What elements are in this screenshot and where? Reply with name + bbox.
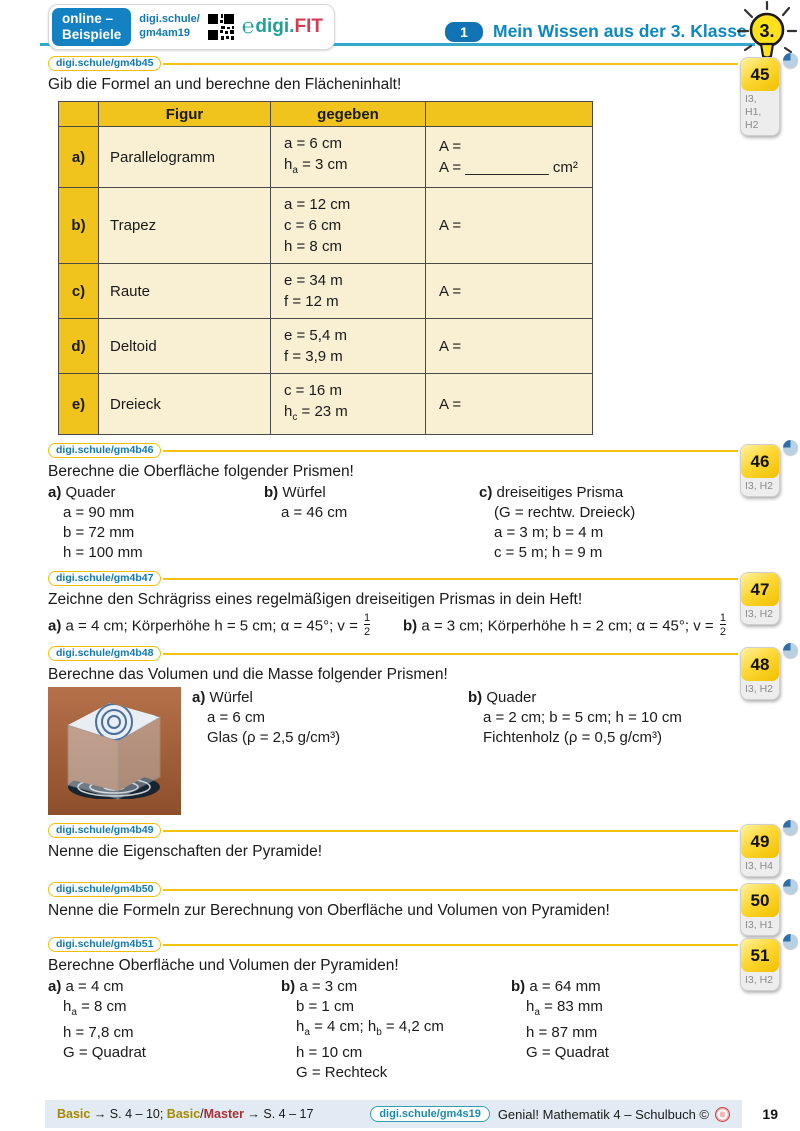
- exercise-part: [48, 483, 264, 563]
- imprint-text: Genial! Mathematik 4 – Schulbuch ©: [497, 1106, 709, 1122]
- part-line: b = 72 mm: [63, 524, 135, 541]
- digi-tag-link[interactable]: digi.schule/gm4b47: [48, 571, 161, 586]
- row-letter: a): [59, 127, 99, 188]
- level-label-basic: Basic: [166, 1107, 201, 1121]
- exercise-number: 48: [741, 648, 779, 681]
- exercise-part: [281, 977, 511, 1083]
- figure-name: Raute: [99, 264, 271, 319]
- competence-codes: I3, H2: [745, 480, 774, 492]
- fraction: $\frac{1}{2}$: [719, 612, 726, 639]
- page-footer: [0, 1097, 800, 1131]
- digi-tag-link[interactable]: digi.schule/gm4b51: [48, 937, 161, 952]
- pie-chart-icon: [783, 879, 798, 894]
- part-line: a = 90 mm: [63, 504, 135, 521]
- exercise-badge: [740, 57, 780, 136]
- figure-name: Trapez: [99, 188, 271, 264]
- part-head: a = 4 cm: [65, 978, 124, 996]
- answer-cell: A = A = __________ cm²: [426, 127, 593, 188]
- part-label: c): [479, 484, 493, 501]
- exercise-number: 46: [741, 445, 779, 478]
- exercise-number: 47: [741, 573, 779, 606]
- exercise-49: [48, 823, 774, 873]
- exercise-badge: [740, 883, 780, 936]
- part-head: Würfel: [209, 689, 253, 707]
- ex47-parts: [48, 612, 754, 641]
- pie-chart-icon: [783, 53, 798, 68]
- exercise-48: [48, 646, 774, 815]
- exercise-title: Berechne Oberfläche und Volumen der Pyramiden!: [48, 957, 399, 975]
- exercise-part: b) a = 3 cm; Körperhöhe h = 2 cm; α = 45°; $v = \frac{1}{2}$: [403, 612, 726, 639]
- exercise-number: 45: [741, 58, 779, 91]
- part-label: a): [48, 978, 62, 996]
- table-header-row: [59, 102, 593, 127]
- exercise-title: Berechne die Oberfläche folgender Prismen!: [48, 463, 354, 480]
- tag-rule: [163, 63, 738, 65]
- part-head: Quader: [486, 689, 537, 707]
- col-answer-header: [426, 102, 593, 127]
- digi-tag-link[interactable]: digi.schule/gm4b50: [48, 882, 161, 897]
- footer-text: → S. 4 – 10;: [90, 1107, 167, 1121]
- figures-table: [58, 101, 593, 435]
- digi-tag-link[interactable]: digi.schule/gm4b45: [48, 56, 161, 71]
- footer-text: → S. 4 – 17: [243, 1107, 314, 1121]
- online-label: online – Beispiele: [52, 8, 131, 46]
- digi-tag-link[interactable]: digi.schule/gm4b46: [48, 443, 161, 458]
- pie-chart-icon: [783, 440, 798, 455]
- part-line: G = Quadrat: [526, 1044, 609, 1062]
- part-label: b): [511, 978, 526, 996]
- competence-codes: I3, H2: [745, 608, 774, 620]
- pie-chart-icon: [783, 820, 798, 835]
- exercise-part: [479, 483, 635, 563]
- table-row: [59, 264, 593, 319]
- chapter-header: [445, 21, 747, 42]
- part-line: Fichtenholz (ρ = 0,5 g/cm³): [483, 729, 663, 747]
- exercise-part: a) a = 4 cm; Körperhöhe h = 5 cm; α = 45°; $v = \frac{1}{2}$: [48, 612, 371, 639]
- table-row: [59, 319, 593, 374]
- exercise-title: Nenne die Formeln zur Berechnung von Oberfläche und Volumen von Pyramiden!: [48, 902, 610, 920]
- competence-codes: I3, H2: [745, 974, 774, 987]
- part-line: a = 6 cm: [207, 709, 265, 727]
- exercise-badge: [740, 572, 780, 625]
- part-line: b = 1 cm: [296, 998, 354, 1016]
- exercise-number: 51: [741, 939, 779, 972]
- given-values: a = 12 cm c = 6 cm h = 8 cm: [271, 188, 426, 264]
- tag-rule: [163, 450, 738, 452]
- publisher-logo-icon: [715, 1107, 730, 1122]
- row-letter: b): [59, 188, 99, 264]
- chapter-title: Mein Wissen aus der 3. Klasse: [493, 21, 747, 41]
- part-head: Würfel: [282, 484, 326, 501]
- level-label-master: Master: [203, 1107, 244, 1121]
- figure-name: Deltoid: [99, 319, 271, 374]
- exercise-columns: [48, 483, 754, 563]
- col-gegeben-header: gegeben: [271, 102, 426, 127]
- chapter-number-badge: 1: [445, 22, 483, 42]
- part-line: $h_a = 83$ mm: [526, 998, 603, 1019]
- part-label: a): [192, 689, 206, 707]
- part-line: c = 5 m; h = 9 m: [494, 544, 603, 561]
- given-values: e = 5,4 m f = 3,9 m: [271, 319, 426, 374]
- exercise-badge: [740, 647, 780, 700]
- exercise-badge: [740, 824, 780, 877]
- footer-text: /: [200, 1107, 204, 1121]
- part-line: (G = rechtw. Dreieck): [494, 504, 636, 521]
- exercise-columns: [192, 688, 682, 815]
- col-figur-header: Figur: [99, 102, 271, 127]
- figures-table-body: [59, 127, 593, 435]
- footer-digi-tag-link[interactable]: digi.schule/gm4s19: [370, 1106, 489, 1122]
- exercise-title: Berechne das Volumen und die Masse folgender Prismen!: [48, 666, 448, 684]
- part-line: G = Quadrat: [63, 1044, 146, 1062]
- qr-code-icon: [208, 14, 234, 40]
- glass-cube-photo: [48, 687, 181, 815]
- figure-name: Dreieck: [99, 374, 271, 435]
- exercise-part: [264, 483, 479, 563]
- exercise-number: 50: [741, 884, 779, 917]
- pie-chart-icon: [783, 643, 798, 658]
- digi-schule-link[interactable]: digi.schule/ gm4am19: [139, 13, 200, 40]
- exercise-50: [48, 882, 774, 932]
- part-line: Glas (ρ = 2,5 g/cm³): [207, 729, 341, 747]
- exercise-part: [48, 977, 281, 1083]
- tag-rule: [163, 944, 738, 946]
- part-line: a = 2 cm; b = 5 cm; h = 10 cm: [483, 709, 682, 727]
- exercise-badge: [740, 938, 780, 991]
- part-label: b): [281, 978, 296, 996]
- digifit-e-icon: ℮: [241, 15, 255, 39]
- given-values: a = 6 cm $h_a = 3$ cm: [271, 127, 426, 188]
- exercise-part: [192, 688, 468, 815]
- tag-rule: [163, 578, 738, 580]
- part-line: a = 3 m; b = 4 m: [494, 524, 604, 541]
- exercise-columns: [48, 977, 754, 1083]
- table-row: [59, 188, 593, 264]
- competence-codes: I3, H1: [745, 919, 774, 932]
- part-label: b): [403, 617, 418, 635]
- part-head: dreiseitiges Prisma: [496, 484, 624, 501]
- digi-tag-link[interactable]: digi.schule/gm4b48: [48, 646, 161, 661]
- tag-rule: [163, 653, 738, 655]
- exercise-number: 49: [741, 825, 779, 858]
- part-line: a = 46 cm: [281, 504, 348, 521]
- competence-codes: I3, H4: [745, 860, 774, 873]
- row-letter: c): [59, 264, 99, 319]
- part-line: G = Rechteck: [296, 1064, 388, 1082]
- row-letter: e): [59, 374, 99, 435]
- answer-cell: A =: [426, 374, 593, 435]
- fraction: $\frac{1}{2}$: [364, 612, 371, 639]
- part-line: $h_a = 8$ cm: [63, 998, 127, 1019]
- part-label: a): [48, 617, 62, 635]
- part-label: b): [468, 689, 483, 707]
- part-label: a): [48, 484, 62, 501]
- competence-codes: I3, H1, H2: [745, 93, 762, 132]
- exercise-47: [48, 571, 774, 641]
- part-head: a = 3 cm: [299, 978, 358, 996]
- competence-codes: I3, H2: [745, 683, 774, 696]
- pie-chart-icon: [783, 934, 798, 949]
- exercise-part: [468, 688, 682, 815]
- answer-cell: A =: [426, 264, 593, 319]
- given-values: c = 16 m $h_c = 23$ m: [271, 374, 426, 435]
- tag-rule: [163, 830, 738, 832]
- exercise-51: [48, 937, 774, 1083]
- exercise-title: Zeichne den Schrägriss eines regelmäßigen dreiseitigen Prismas in dein Heft!: [48, 591, 583, 608]
- footer-bar: [45, 1100, 742, 1128]
- digifit-logo: ℮ digi. FIT: [241, 15, 323, 39]
- part-line: $h_a = 4$ cm; $h_b = 4,2$ cm: [296, 1018, 444, 1039]
- part-label: b): [264, 484, 279, 501]
- table-row: [59, 374, 593, 435]
- level-label-basic: Basic: [57, 1107, 91, 1121]
- figure-name: Parallelogramm: [99, 127, 271, 188]
- part-line: h = 87 mm: [526, 1024, 598, 1042]
- table-row: [59, 127, 593, 188]
- exercise-part: [511, 977, 609, 1083]
- exercise-title: Gib die Formel an und berechne den Flächeninhalt!: [48, 76, 402, 93]
- tag-rule: [163, 889, 738, 891]
- exercise-badge: [740, 444, 780, 497]
- part-line: h = 10 cm: [296, 1044, 363, 1062]
- row-letter: d): [59, 319, 99, 374]
- exercise-46: [48, 443, 774, 563]
- level-page-refs: [57, 1107, 313, 1121]
- answer-cell: A =: [426, 188, 593, 264]
- exercise-title: Nenne die Eigenschaften der Pyramide!: [48, 843, 322, 861]
- page-number: 19: [762, 1106, 778, 1122]
- digi-tag-link[interactable]: digi.schule/gm4b49: [48, 823, 161, 838]
- part-line: h = 7,8 cm: [63, 1024, 134, 1042]
- bulb-grade-label: 3.: [759, 21, 775, 41]
- col-letter-header: [59, 102, 99, 127]
- online-examples-box: [48, 4, 335, 50]
- given-values: e = 34 m f = 12 m: [271, 264, 426, 319]
- part-line: h = 100 mm: [63, 544, 143, 561]
- answer-cell: A =: [426, 319, 593, 374]
- part-head: a = 64 mm: [529, 978, 601, 996]
- part-head: Quader: [65, 484, 116, 501]
- exercise-45: [48, 56, 770, 435]
